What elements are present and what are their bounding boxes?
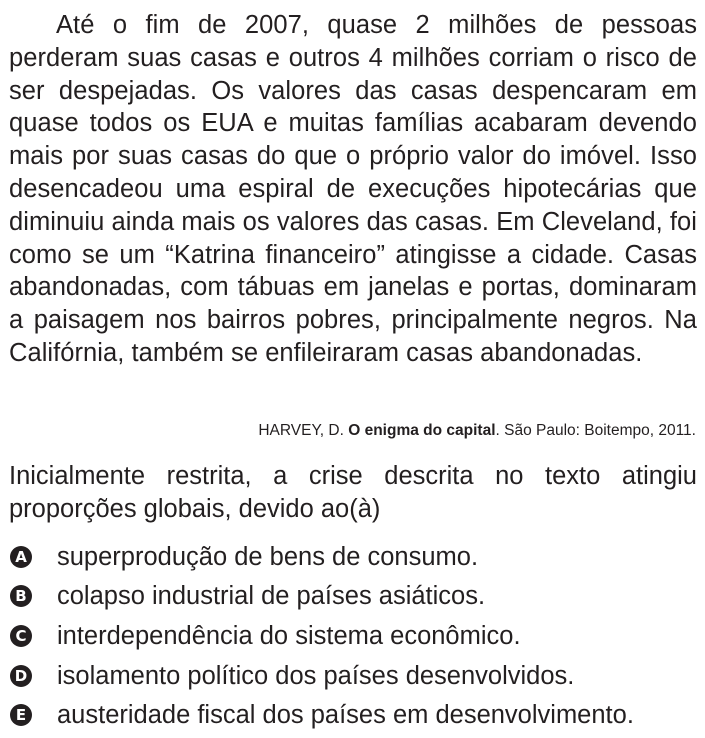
option-e-text: austeridade fiscal dos países em desenvolvimento.	[57, 701, 634, 730]
citation-title: O enigma do capital	[348, 422, 496, 439]
option-b-text: colapso industrial de países asiáticos.	[57, 582, 486, 611]
option-b[interactable]	[9, 577, 699, 617]
option-a[interactable]	[9, 537, 699, 577]
option-e[interactable]	[9, 695, 699, 735]
question-stem: Inicialmente restrita, a crise descrita no texto atingiu proporções globais, devido ao(à)	[9, 462, 697, 523]
option-c-letter-icon: C	[10, 625, 32, 647]
passage-text: Até o fim de 2007, quase 2 milhões de pessoas perderam suas casas e outros 4 milhões corriam o risco de ser despejadas. Os valores das casas despencaram em quase todos os EUA e muitas famílias acabaram devendo mais por suas casas do que o próprio valor do imóvel. Isso desencadeou uma espiral de execuções hipotecárias que diminuiu ainda mais os valores das casas. Em Cleveland, foi como se um “Katrina financeiro” atingisse a cidade. Casas abandonadas, com tábuas em janelas e portas, dominaram a paisagem nos bairros pobres, principalmente negros. Na Califórnia, também se enfileiraram casas abandonadas.	[9, 11, 697, 367]
option-b-letter-icon: B	[10, 585, 32, 607]
citation-author: HARVEY, D.	[258, 422, 344, 439]
option-d-text: isolamento político dos países desenvolvidos.	[57, 661, 575, 690]
option-c[interactable]	[9, 616, 699, 656]
option-a-text: superprodução de bens de consumo.	[57, 542, 479, 571]
citation	[258, 421, 696, 441]
answer-options	[9, 537, 699, 735]
option-c-text: interdependência do sistema econômico.	[57, 621, 521, 650]
option-e-letter-icon: E	[10, 704, 32, 726]
option-d-letter-icon: D	[10, 665, 32, 687]
option-a-letter-icon: A	[10, 546, 32, 568]
option-d[interactable]	[9, 656, 699, 696]
citation-publisher: . São Paulo: Boitempo, 2011.	[495, 422, 696, 439]
